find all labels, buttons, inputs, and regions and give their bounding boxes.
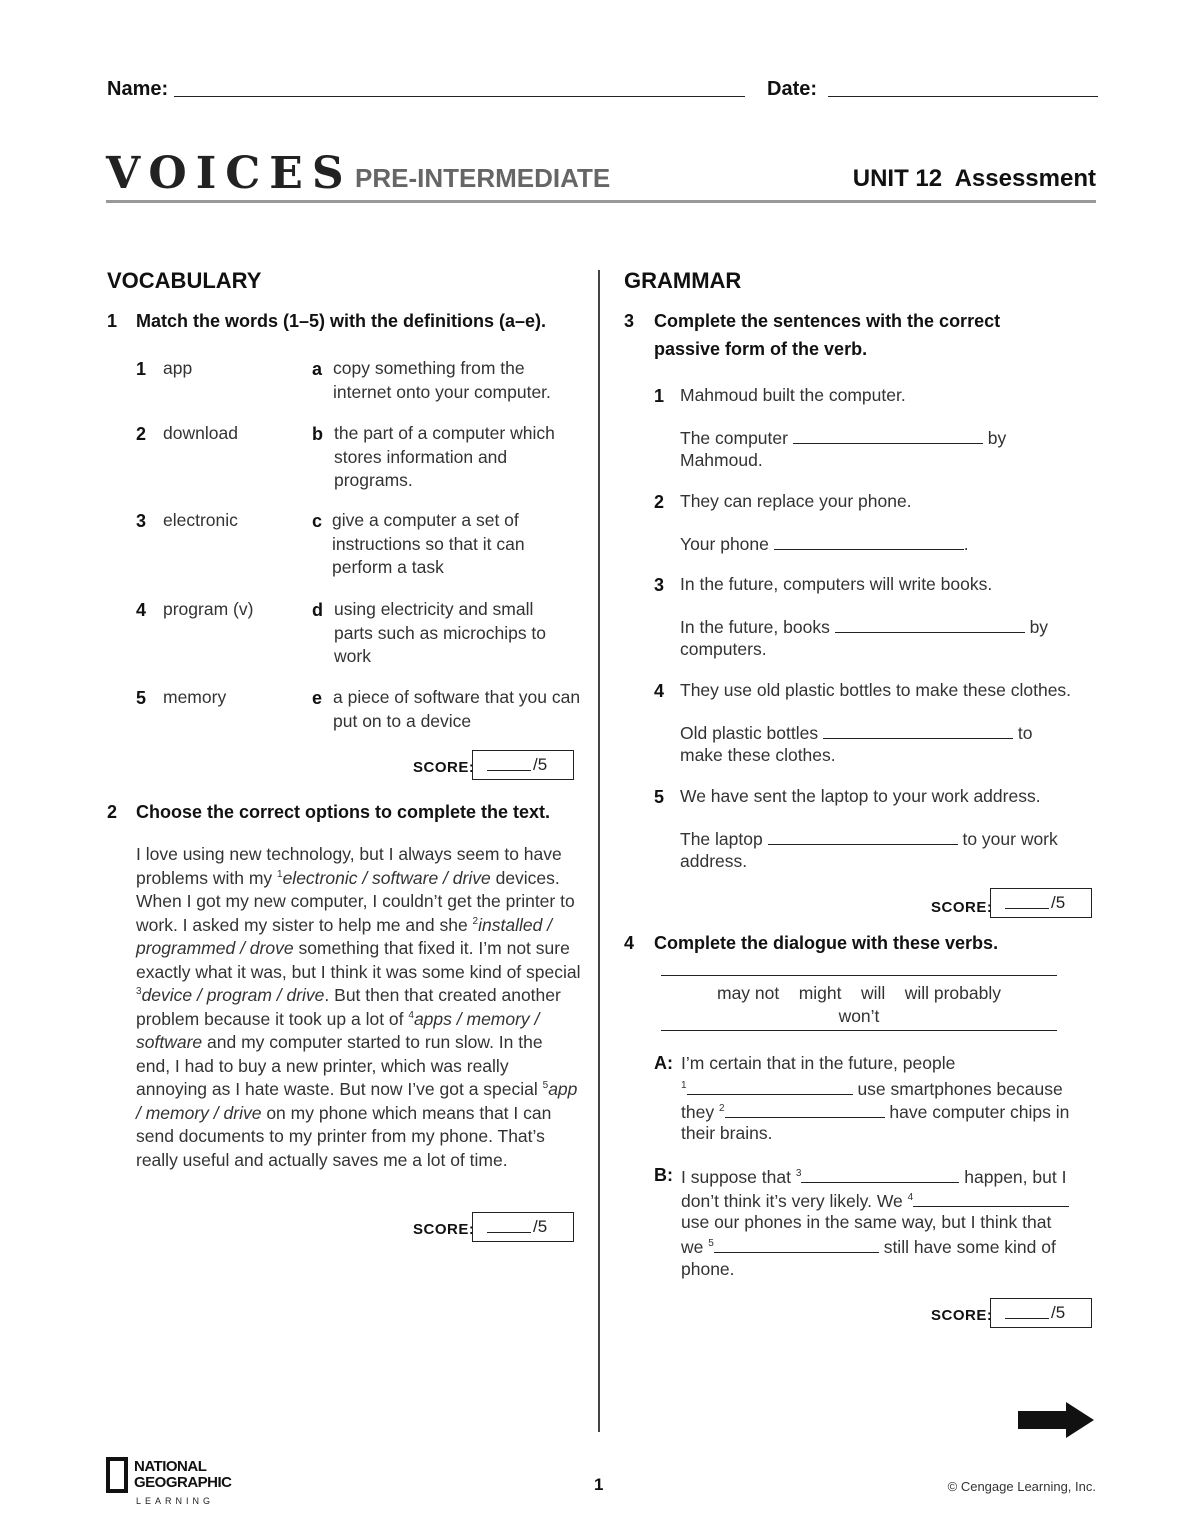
answer-blank[interactable] bbox=[774, 531, 964, 550]
score-blank[interactable] bbox=[1005, 908, 1049, 909]
speaker-b: B: bbox=[654, 1165, 673, 1185]
name-field[interactable] bbox=[174, 96, 745, 97]
yellow-border-icon bbox=[106, 1457, 128, 1493]
score-denominator: /5 bbox=[533, 755, 548, 774]
score-box-q1[interactable] bbox=[472, 750, 574, 780]
next-page-arrow-icon[interactable] bbox=[1016, 1400, 1096, 1440]
q4-instruction: Complete the dialogue with these verbs. bbox=[654, 933, 999, 953]
word-item: program (v) bbox=[163, 599, 254, 619]
item-answer-line: Old plastic bottles to bbox=[680, 720, 1032, 746]
logo-text-geographic: GEOGRAPHIC bbox=[134, 1474, 232, 1491]
q2-passage: I love using new technology, but I always seem to have problems with my $^1$electronic / software / drive devices. When I got my new computer, I couldn’t get the printer to work. I asked my sister to help me and she $^2$installed / programmed / drove something that fixed it. I’m not sure exactly what it was, but I think it was some kind of special $^3$device / program / drive. But then that created another problem because it took up a lot of $^4$apps / memory / software and my computer started to run slow. In the end, I had to buy a new printer, which was really annoying as I hate waste. But now I’ve got a special $^5$app / memory / drive on my phone which means that I can send documents to my printer from my phone. That’s really useful and actually saves me a lot of time. bbox=[136, 844, 581, 1170]
item-answer-cont: make these clothes. bbox=[680, 745, 836, 765]
verb-box-line2: won’t bbox=[838, 1006, 880, 1026]
dialogue-b-line4: we $^5$ still have some kind of bbox=[681, 1234, 1056, 1260]
dialogue-a-line3: they $^2$ have computer chips in bbox=[681, 1099, 1069, 1125]
date-label: Date: bbox=[767, 78, 818, 100]
item-answer-cont: Mahmoud. bbox=[680, 450, 763, 470]
item-answer-cont: computers. bbox=[680, 639, 767, 659]
answer-blank[interactable] bbox=[793, 425, 983, 444]
word-number: 5 bbox=[136, 688, 147, 708]
score-denominator: /5 bbox=[1051, 893, 1066, 912]
item-answer-line: The computer by bbox=[680, 425, 1006, 451]
gap-number: 5 bbox=[542, 1080, 549, 1092]
word-number: 2 bbox=[136, 424, 147, 444]
score-box-q4[interactable] bbox=[990, 1298, 1092, 1328]
speaker-a: A: bbox=[654, 1053, 673, 1073]
column-divider bbox=[598, 270, 600, 1432]
vocabulary-heading: VOCABULARY bbox=[107, 268, 262, 293]
item-answer-line: Your phone . bbox=[680, 531, 969, 557]
gap-number: 2 bbox=[472, 915, 479, 927]
dialogue-a-line4: their brains. bbox=[681, 1123, 773, 1143]
q3-instruction-line1: Complete the sentences with the correct bbox=[654, 311, 1001, 331]
grammar-heading: GRAMMAR bbox=[624, 268, 742, 293]
q1-instruction: Match the words (1–5) with the definitions (a–e). bbox=[136, 311, 547, 331]
item-number: 2 bbox=[654, 492, 665, 512]
word-number: 4 bbox=[136, 600, 147, 620]
gap-number: 4 bbox=[408, 1009, 414, 1021]
copyright: © Cengage Learning, Inc. bbox=[947, 1479, 1096, 1494]
item-number: 5 bbox=[654, 787, 665, 807]
word-number: 3 bbox=[136, 511, 147, 531]
dialogue-a-line2: $^1$ use smartphones because bbox=[681, 1076, 1063, 1102]
definition-letter: e bbox=[312, 688, 323, 708]
word-item: download bbox=[163, 423, 238, 443]
logo-text-learning: LEARNING bbox=[136, 1496, 215, 1506]
answer-blank[interactable] bbox=[835, 614, 1025, 633]
definition-letter: d bbox=[312, 600, 323, 620]
dialogue-a-line1: I’m certain that in the future, people bbox=[681, 1053, 956, 1073]
score-blank[interactable] bbox=[1005, 1318, 1049, 1319]
item-answer-cont: address. bbox=[680, 851, 748, 871]
option-set-4[interactable]: apps / memory / software bbox=[136, 1008, 540, 1052]
score-label: SCORE: bbox=[931, 899, 993, 916]
score-label: SCORE: bbox=[931, 1307, 993, 1324]
option-set-2[interactable]: installed / programmed / drove bbox=[136, 914, 553, 958]
dialogue-b-line2: don’t think it’s very likely. We $^4$ bbox=[681, 1188, 1069, 1214]
dialogue-blank-1[interactable] bbox=[687, 1076, 853, 1095]
dialogue-blank-3[interactable] bbox=[801, 1164, 959, 1183]
definition-letter: a bbox=[312, 359, 323, 379]
level-label: PRE-INTERMEDIATE bbox=[355, 163, 611, 193]
gap-number: 3 bbox=[136, 986, 142, 998]
q3-instruction-line2: passive form of the verb. bbox=[654, 339, 868, 359]
q2-instruction: Choose the correct options to complete the text. bbox=[136, 802, 551, 822]
option-set-3[interactable]: device / program / drive bbox=[141, 985, 325, 1005]
score-label: SCORE: bbox=[413, 1221, 475, 1238]
brand-title: VOICES bbox=[106, 148, 353, 199]
dialogue-blank-4[interactable] bbox=[913, 1188, 1069, 1207]
definition-text: copy something from the internet onto your computer. bbox=[333, 358, 551, 402]
item-sentence: Mahmoud built the computer. bbox=[680, 385, 906, 405]
item-sentence: We have sent the laptop to your work address. bbox=[680, 786, 1041, 806]
dialogue-b-line3: use our phones in the same way, but I think that bbox=[681, 1212, 1052, 1232]
score-denominator: /5 bbox=[1051, 1303, 1066, 1322]
definition-letter: b bbox=[312, 424, 323, 444]
gap-number: 1 bbox=[277, 868, 283, 880]
dialogue-b-line5: phone. bbox=[681, 1259, 735, 1279]
score-blank[interactable] bbox=[487, 770, 531, 771]
answer-blank[interactable] bbox=[823, 720, 1013, 739]
unit-number: UNIT 12 bbox=[852, 165, 943, 192]
unit-title bbox=[853, 165, 1096, 193]
answer-blank[interactable] bbox=[768, 826, 958, 845]
q3-number: 3 bbox=[624, 311, 635, 331]
option-set-1[interactable]: electronic / software / drive bbox=[282, 867, 491, 888]
definition-text: the part of a computer which stores information and programs. bbox=[334, 423, 555, 490]
national-geographic-logo bbox=[106, 1457, 246, 1507]
assessment-label: Assessment bbox=[954, 165, 1096, 192]
score-blank[interactable] bbox=[487, 1232, 531, 1233]
q2-number: 2 bbox=[107, 802, 118, 822]
score-denominator: /5 bbox=[533, 1217, 548, 1236]
definition-text: a piece of software that you can put on to a device bbox=[333, 687, 581, 731]
item-sentence: They use old plastic bottles to make these clothes. bbox=[680, 680, 1072, 700]
word-item: app bbox=[163, 358, 193, 378]
word-number: 1 bbox=[136, 359, 147, 379]
option-set-5[interactable]: app / memory / drive bbox=[136, 1079, 578, 1123]
item-answer-line: The laptop to your work bbox=[680, 826, 1058, 852]
dialogue-blank-5[interactable] bbox=[714, 1234, 879, 1253]
date-field[interactable] bbox=[828, 96, 1098, 97]
logo-text-national: NATIONAL bbox=[134, 1458, 207, 1475]
dialogue-b-line1: I suppose that $^3$ happen, but I bbox=[681, 1164, 1066, 1190]
score-label: SCORE: bbox=[413, 759, 475, 776]
word-item: electronic bbox=[163, 510, 238, 530]
definition-text: using electricity and small parts such as microchips to work bbox=[334, 599, 547, 666]
name-label: Name: bbox=[107, 78, 169, 100]
header-rule bbox=[106, 200, 1096, 203]
word-item: memory bbox=[163, 687, 227, 707]
item-sentence: They can replace your phone. bbox=[680, 491, 912, 511]
q1-number: 1 bbox=[107, 311, 118, 331]
definition-letter: c bbox=[312, 511, 323, 531]
score-box-q2[interactable] bbox=[472, 1212, 574, 1242]
item-sentence: In the future, computers will write books. bbox=[680, 574, 993, 594]
wordbox-top-rule bbox=[661, 975, 1057, 976]
item-answer-line: In the future, books by bbox=[680, 614, 1048, 640]
dialogue-blank-2[interactable] bbox=[725, 1099, 885, 1118]
definition-text: give a computer a set of instructions so that it can perform a task bbox=[332, 510, 525, 577]
wordbox-bottom-rule bbox=[661, 1030, 1057, 1031]
item-number: 1 bbox=[654, 386, 665, 406]
score-box-q3[interactable] bbox=[990, 888, 1092, 918]
verb-box-line1: may not might will will probably bbox=[717, 983, 1001, 1003]
item-number: 4 bbox=[654, 681, 665, 701]
page-number: 1 bbox=[594, 1475, 604, 1494]
q4-number: 4 bbox=[624, 933, 635, 953]
item-number: 3 bbox=[654, 575, 665, 595]
